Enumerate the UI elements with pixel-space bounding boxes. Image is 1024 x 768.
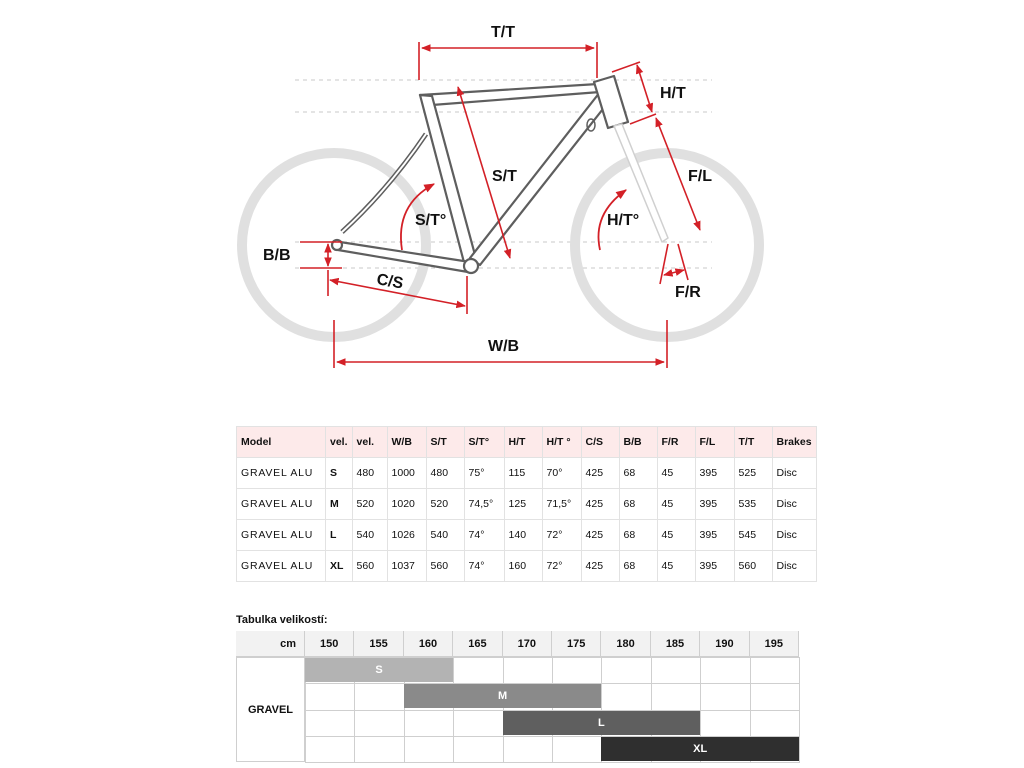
table-cell: 72° (542, 551, 581, 582)
table-cell: 140 (504, 520, 542, 551)
table-cell: 395 (695, 551, 734, 582)
table-cell: 520 (352, 489, 387, 520)
size-chart-title: Tabulka velikostí: (236, 614, 328, 626)
size-chart-cell (651, 683, 701, 710)
dimension-fr (660, 244, 688, 284)
size-chart (236, 631, 799, 762)
size-chart-cell (404, 736, 454, 763)
size-chart-height-header: 150 (305, 631, 354, 657)
header-cell: Model (237, 427, 326, 458)
size-chart-cell (651, 657, 701, 684)
size-chart-cell (700, 683, 750, 710)
size-chart-cell (305, 736, 355, 763)
table-cell: 45 (657, 551, 695, 582)
size-chart-height-header: 160 (404, 631, 453, 657)
header-cell: F/L (695, 427, 734, 458)
label-fr: F/R (675, 284, 701, 301)
table-cell: 125 (504, 489, 542, 520)
header-cell: B/B (619, 427, 657, 458)
table-cell-model: GRAVEL ALU (237, 458, 326, 489)
table-cell: 1026 (387, 520, 426, 551)
table-cell: Disc (772, 489, 816, 520)
table-cell: 480 (426, 458, 464, 489)
table-cell-size: S (326, 458, 353, 489)
table-cell: Disc (772, 458, 816, 489)
size-chart-cell (750, 683, 800, 710)
table-cell: 525 (734, 458, 772, 489)
table-cell: 72° (542, 520, 581, 551)
size-chart-height-header: 190 (700, 631, 749, 657)
header-cell: F/R (657, 427, 695, 458)
table-cell: 1037 (387, 551, 426, 582)
header-cell: vel. (352, 427, 387, 458)
size-chart-cell (453, 736, 503, 763)
label-st: S/T (492, 168, 517, 185)
table-cell: 425 (581, 489, 619, 520)
table-row (237, 489, 817, 520)
size-chart-height-header: 195 (750, 631, 799, 657)
header-cell: vel. (326, 427, 353, 458)
table-cell: 74° (464, 551, 504, 582)
table-cell: 1020 (387, 489, 426, 520)
table-cell-model: GRAVEL ALU (237, 489, 326, 520)
table-cell: 520 (426, 489, 464, 520)
size-chart-cell (305, 683, 355, 710)
table-cell: 70° (542, 458, 581, 489)
table-cell: 425 (581, 520, 619, 551)
size-chart-cell (354, 710, 404, 737)
table-cell: 395 (695, 489, 734, 520)
table-row (237, 520, 817, 551)
table-cell: 45 (657, 458, 695, 489)
size-chart-height-header: 155 (354, 631, 403, 657)
table-cell: 560 (352, 551, 387, 582)
label-ht: H/T (660, 85, 686, 102)
table-cell-model: GRAVEL ALU (237, 551, 326, 582)
table-cell: 68 (619, 489, 657, 520)
header-cell: T/T (734, 427, 772, 458)
size-chart-cell (305, 710, 355, 737)
table-cell: 560 (426, 551, 464, 582)
size-chart-cell (750, 710, 800, 737)
header-cell: S/T (426, 427, 464, 458)
table-cell: 74,5° (464, 489, 504, 520)
size-chart-cell (700, 657, 750, 684)
table-cell: Disc (772, 520, 816, 551)
geometry-table-header-row (237, 427, 817, 458)
size-chart-height-header: 165 (453, 631, 502, 657)
table-cell-size: L (326, 520, 353, 551)
table-cell: 68 (619, 458, 657, 489)
size-chart-cell (503, 657, 553, 684)
table-cell: 545 (734, 520, 772, 551)
size-chart-height-header: 170 (503, 631, 552, 657)
table-cell: 71,5° (542, 489, 581, 520)
label-cs: C/S (375, 271, 405, 293)
label-st-angle: S/T° (415, 212, 447, 229)
table-cell: 74° (464, 520, 504, 551)
size-chart-height-header: 185 (651, 631, 700, 657)
table-cell: 1000 (387, 458, 426, 489)
label-fl: F/L (688, 168, 712, 185)
geometry-table (236, 426, 817, 582)
header-cell: W/B (387, 427, 426, 458)
table-cell: 560 (734, 551, 772, 582)
table-cell: Disc (772, 551, 816, 582)
size-bar-m: M (404, 684, 602, 708)
size-chart-cell (354, 736, 404, 763)
size-chart-cell (503, 736, 553, 763)
header-cell: Brakes (772, 427, 816, 458)
table-cell: 540 (426, 520, 464, 551)
size-chart-row-label: GRAVEL (236, 657, 305, 762)
header-cell: H/T ° (542, 427, 581, 458)
table-row (237, 551, 817, 582)
size-chart-height-header: 180 (601, 631, 650, 657)
table-cell: 425 (581, 551, 619, 582)
size-chart-unit-label: cm (236, 631, 305, 657)
table-cell: 45 (657, 520, 695, 551)
table-cell: 480 (352, 458, 387, 489)
size-chart-cell (601, 657, 651, 684)
size-chart-cell (453, 657, 503, 684)
table-cell: 68 (619, 520, 657, 551)
table-cell: 540 (352, 520, 387, 551)
size-chart-cell (552, 736, 602, 763)
header-cell: S/T° (464, 427, 504, 458)
table-cell: 160 (504, 551, 542, 582)
header-cell: C/S (581, 427, 619, 458)
table-cell: 395 (695, 520, 734, 551)
size-bar-l: L (503, 711, 701, 735)
size-chart-cell (552, 657, 602, 684)
size-chart-cell (700, 710, 750, 737)
table-cell: 75° (464, 458, 504, 489)
label-bb: B/B (263, 247, 291, 264)
size-chart-cell (404, 710, 454, 737)
size-chart-cell (453, 710, 503, 737)
dimension-tt (419, 42, 597, 80)
size-chart-cell (750, 657, 800, 684)
size-chart-cell (354, 683, 404, 710)
label-ht-angle: H/T° (607, 212, 640, 229)
table-cell: 45 (657, 489, 695, 520)
size-chart-height-header: 175 (552, 631, 601, 657)
table-cell-size: XL (326, 551, 353, 582)
label-wb: W/B (488, 338, 520, 355)
table-cell: 425 (581, 458, 619, 489)
size-chart-cell (601, 683, 651, 710)
table-cell-model: GRAVEL ALU (237, 520, 326, 551)
header-cell: H/T (504, 427, 542, 458)
table-cell: 395 (695, 458, 734, 489)
label-tt: T/T (491, 24, 515, 41)
table-row (237, 458, 817, 489)
table-cell: 68 (619, 551, 657, 582)
size-bar-xl: XL (601, 737, 799, 761)
table-cell-size: M (326, 489, 353, 520)
size-bar-s: S (305, 658, 453, 682)
table-cell: 115 (504, 458, 542, 489)
table-cell: 535 (734, 489, 772, 520)
